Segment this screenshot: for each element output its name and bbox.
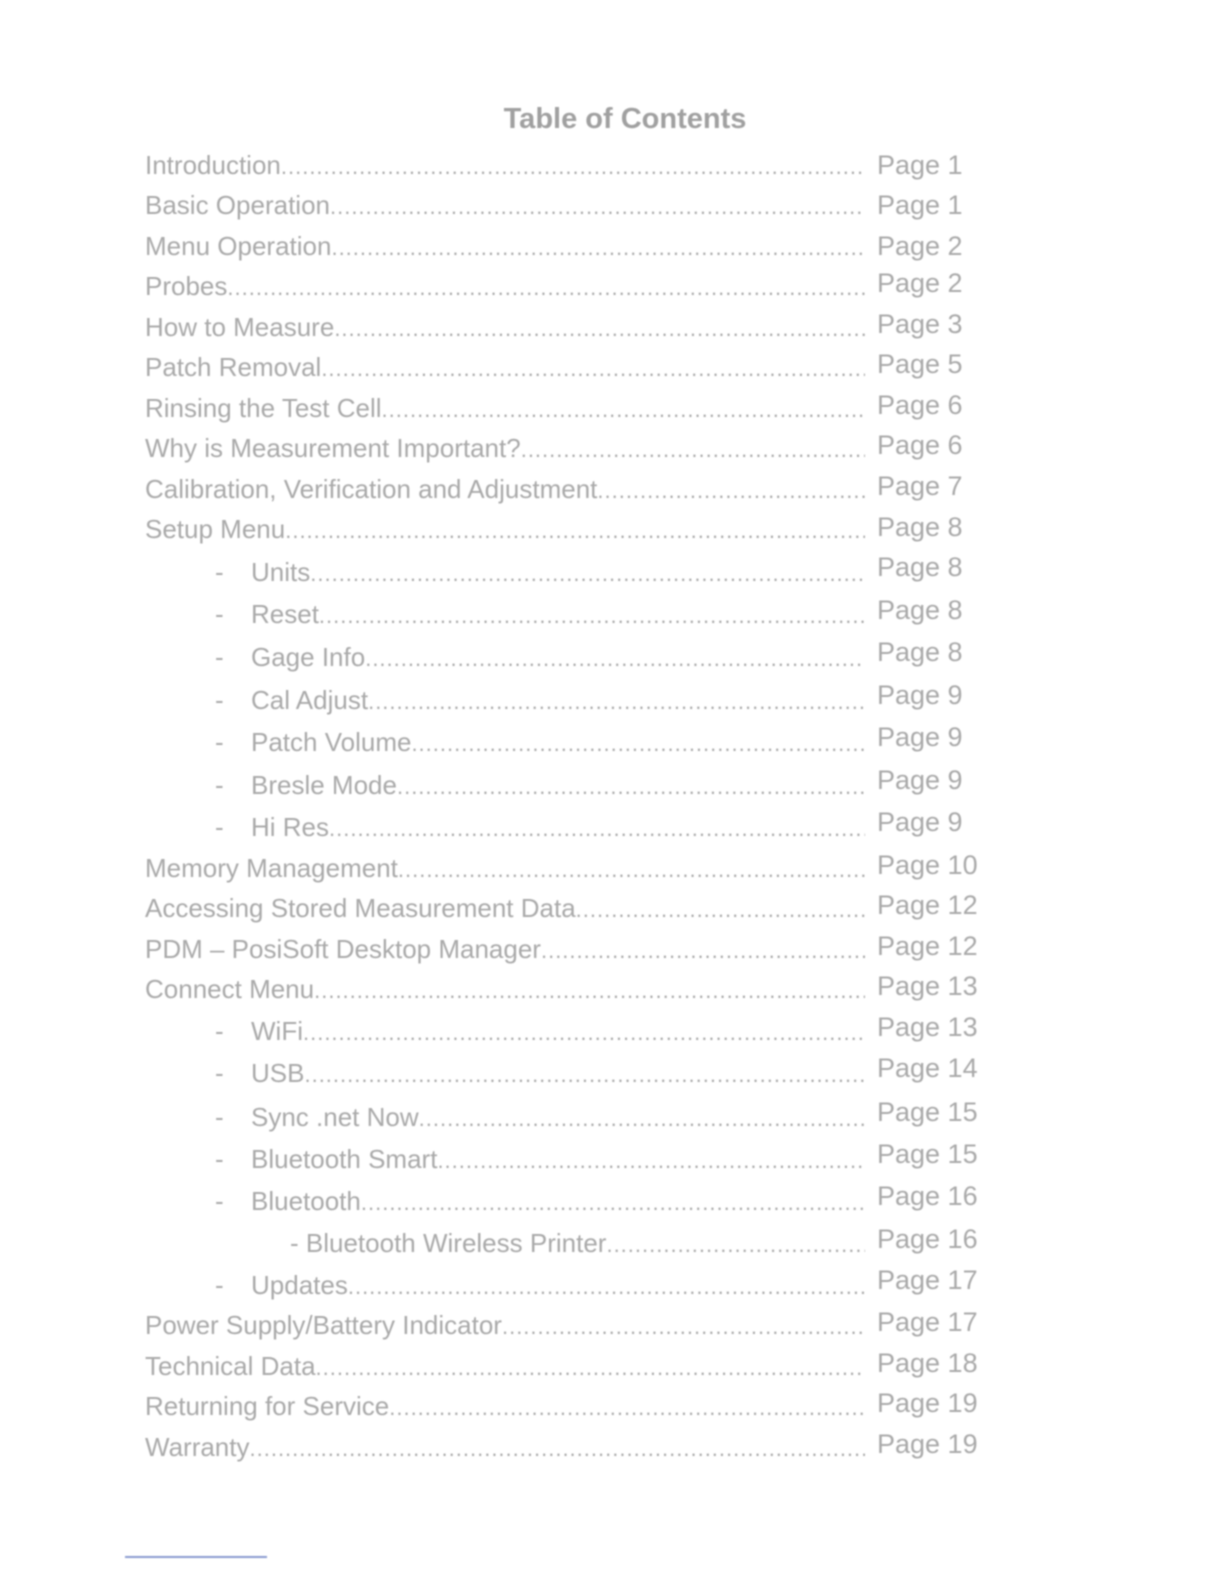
- toc-page-number: Page 13: [877, 1012, 978, 1042]
- bullet-dash: -: [215, 1270, 224, 1300]
- toc-page-number: Page 9: [877, 765, 963, 795]
- toc-entry-memory-management[interactable]: [145, 853, 865, 887]
- toc-page-number: Page 9: [877, 680, 963, 710]
- dot-leader: [419, 1106, 865, 1132]
- toc-entry-gage-info[interactable]: [215, 642, 865, 676]
- dot-leader: [331, 235, 865, 261]
- bullet-dash: -: [215, 1102, 224, 1132]
- dot-leader: [541, 938, 865, 964]
- toc-entry-bluetooth-printer[interactable]: [290, 1228, 865, 1262]
- toc-entry-label: Connect Menu: [145, 974, 315, 1004]
- toc-entry-label: - Bluetooth Wireless Printer: [290, 1228, 607, 1258]
- toc-entry-rinsing-test-cell[interactable]: [145, 393, 865, 427]
- toc-entry-label: Bluetooth Smart: [251, 1144, 438, 1174]
- toc-page-number: Page 16: [877, 1181, 978, 1211]
- toc-entry-probes[interactable]: [145, 271, 865, 305]
- dot-leader: [502, 1314, 865, 1340]
- toc-page-number: Page 9: [877, 722, 963, 752]
- toc-page-number: Page 1: [877, 150, 963, 180]
- toc-page-number: Page 19: [877, 1388, 978, 1418]
- toc-page-number: Page 2: [877, 268, 963, 298]
- toc-entry-power-supply[interactable]: [145, 1310, 865, 1344]
- toc-entry-basic-operation[interactable]: [145, 190, 865, 224]
- toc-page-number: Page 8: [877, 637, 963, 667]
- toc-entry-updates[interactable]: [215, 1270, 865, 1304]
- dot-leader: [316, 1355, 865, 1381]
- bullet-dash: -: [215, 685, 224, 715]
- bullet-dash: -: [215, 1144, 224, 1174]
- dot-leader: [304, 1062, 865, 1088]
- toc-page-number: Page 8: [877, 595, 963, 625]
- toc-entry-menu-operation[interactable]: [145, 231, 865, 265]
- dot-leader: [365, 646, 865, 672]
- dot-leader: [576, 897, 865, 923]
- toc-page-number: Page 16: [877, 1224, 978, 1254]
- toc-entry-label: USB: [251, 1058, 305, 1088]
- toc-entry-hi-res[interactable]: [215, 812, 865, 846]
- bullet-dash: -: [215, 557, 224, 587]
- toc-entry-label: Technical Data: [145, 1351, 316, 1381]
- toc-entry-returning-service[interactable]: [145, 1391, 865, 1425]
- dot-leader: [521, 437, 865, 463]
- dot-leader: [329, 816, 865, 842]
- toc-entry-label: Basic Operation: [145, 190, 330, 220]
- toc-entry-label: Probes: [145, 271, 228, 301]
- toc-entry-label: Memory Management: [145, 853, 398, 883]
- toc-entry-label: Setup Menu: [145, 514, 286, 544]
- toc-entry-patch-volume[interactable]: [215, 727, 865, 761]
- toc-page-number: Page 9: [877, 807, 963, 837]
- toc-page-number: Page 12: [877, 890, 978, 920]
- dot-leader: [382, 397, 865, 423]
- toc-page-number: Page 14: [877, 1053, 978, 1083]
- toc-entry-patch-removal[interactable]: [145, 352, 865, 386]
- toc-page-number: Page 8: [877, 512, 963, 542]
- toc-page-number: Page 15: [877, 1139, 978, 1169]
- dot-leader: [281, 154, 865, 180]
- dot-leader: [314, 978, 865, 1004]
- toc-entry-label: Updates: [251, 1270, 348, 1300]
- dot-leader: [319, 603, 865, 629]
- dot-leader: [310, 561, 865, 587]
- toc-page-number: Page 18: [877, 1348, 978, 1378]
- toc-page-number: Page 15: [877, 1097, 978, 1127]
- toc-page-number: Page 19: [877, 1429, 978, 1459]
- toc-entry-label: Calibration, Verification and Adjustment: [145, 474, 598, 504]
- toc-entry-label: Bresle Mode: [251, 770, 397, 800]
- bullet-dash: -: [215, 812, 224, 842]
- toc-entry-label: Power Supply/Battery Indicator: [145, 1310, 502, 1340]
- dot-leader: [411, 731, 865, 757]
- toc-page-number: Page 1: [877, 190, 963, 220]
- toc-page-number: Page 6: [877, 390, 963, 420]
- toc-entry-warranty[interactable]: [145, 1432, 865, 1466]
- bullet-dash: -: [215, 599, 224, 629]
- bullet-dash: -: [215, 770, 224, 800]
- toc-entry-calibration[interactable]: [145, 474, 865, 508]
- toc-entry-label: Units: [251, 557, 311, 587]
- toc-page-number: Page 5: [877, 349, 963, 379]
- bullet-dash: -: [215, 1016, 224, 1046]
- footnote-separator: [125, 1556, 267, 1558]
- toc-entry-bresle-mode[interactable]: [215, 770, 865, 804]
- dot-leader: [250, 1436, 866, 1462]
- toc-entry-label: Patch Volume: [251, 727, 412, 757]
- dot-leader: [285, 518, 865, 544]
- toc-entry-label: Warranty: [145, 1432, 250, 1462]
- dot-leader: [334, 316, 865, 342]
- toc-entry-label: WiFi: [251, 1016, 303, 1046]
- toc-entry-accessing-stored-data[interactable]: [145, 893, 865, 927]
- dot-leader: [227, 275, 865, 301]
- toc-title: Table of Contents: [503, 103, 747, 135]
- dot-leader: [389, 1395, 865, 1421]
- toc-page-number: Page 10: [877, 850, 978, 880]
- toc-entry-label: Rinsing the Test Cell: [145, 393, 382, 423]
- toc-entry-technical-data[interactable]: [145, 1351, 865, 1385]
- toc-entry-connect-menu[interactable]: [145, 974, 865, 1008]
- dot-leader: [606, 1232, 865, 1258]
- dot-leader: [437, 1148, 865, 1174]
- toc-entry-label: Sync .net Now: [251, 1102, 419, 1132]
- toc-entry-bluetooth-smart[interactable]: [215, 1144, 865, 1178]
- dot-leader: [398, 857, 865, 883]
- toc-entry-units[interactable]: [215, 557, 865, 591]
- toc-entry-label: Menu Operation: [145, 231, 332, 261]
- toc-entry-label: Hi Res: [251, 812, 330, 842]
- toc-entry-setup-menu[interactable]: [145, 514, 865, 548]
- toc-entry-label: Why is Measurement Important?: [145, 433, 521, 463]
- toc-entry-wifi[interactable]: [215, 1016, 865, 1050]
- toc-entry-introduction[interactable]: [145, 150, 865, 184]
- toc-page-number: Page 13: [877, 971, 978, 1001]
- toc-entry-label: Reset: [251, 599, 319, 629]
- toc-entry-pdm[interactable]: [145, 934, 865, 968]
- toc-entry-how-to-measure[interactable]: [145, 312, 865, 346]
- dot-leader: [348, 1274, 865, 1300]
- dot-leader: [321, 356, 865, 382]
- bullet-dash: -: [215, 1186, 224, 1216]
- toc-entry-label: Introduction: [145, 150, 281, 180]
- toc-page-number: Page 3: [877, 309, 963, 339]
- toc-entry-label: Patch Removal: [145, 352, 322, 382]
- dot-leader: [368, 689, 865, 715]
- toc-entry-cal-adjust[interactable]: [215, 685, 865, 719]
- toc-page-number: Page 6: [877, 430, 963, 460]
- toc-page-number: Page 12: [877, 931, 978, 961]
- bullet-dash: -: [215, 1058, 224, 1088]
- toc-entry-label: Returning for Service: [145, 1391, 390, 1421]
- toc-entry-sync-net-now[interactable]: [215, 1102, 865, 1136]
- toc-entry-label: Gage Info: [251, 642, 366, 672]
- toc-entry-bluetooth[interactable]: [215, 1186, 865, 1220]
- toc-entry-label: How to Measure: [145, 312, 335, 342]
- toc-entry-label: Accessing Stored Measurement Data: [145, 893, 576, 923]
- toc-entry-label: Cal Adjust: [251, 685, 369, 715]
- toc-page-number: Page 2: [877, 231, 963, 261]
- toc-entry-label: PDM – PosiSoft Desktop Manager: [145, 934, 541, 964]
- dot-leader: [361, 1190, 865, 1216]
- toc-entry-reset[interactable]: [215, 599, 865, 633]
- dot-leader: [303, 1020, 865, 1046]
- bullet-dash: -: [215, 727, 224, 757]
- toc-entry-measurement-important[interactable]: [145, 433, 865, 467]
- dot-leader: [397, 774, 865, 800]
- bullet-dash: -: [215, 642, 224, 672]
- toc-page-number: Page 8: [877, 552, 963, 582]
- toc-page-number: Page 17: [877, 1307, 978, 1337]
- toc-page-number: Page 17: [877, 1265, 978, 1295]
- toc-entry-usb[interactable]: [215, 1058, 865, 1092]
- dot-leader: [330, 194, 865, 220]
- dot-leader: [597, 478, 865, 504]
- toc-page-number: Page 7: [877, 471, 963, 501]
- toc-entry-label: Bluetooth: [251, 1186, 361, 1216]
